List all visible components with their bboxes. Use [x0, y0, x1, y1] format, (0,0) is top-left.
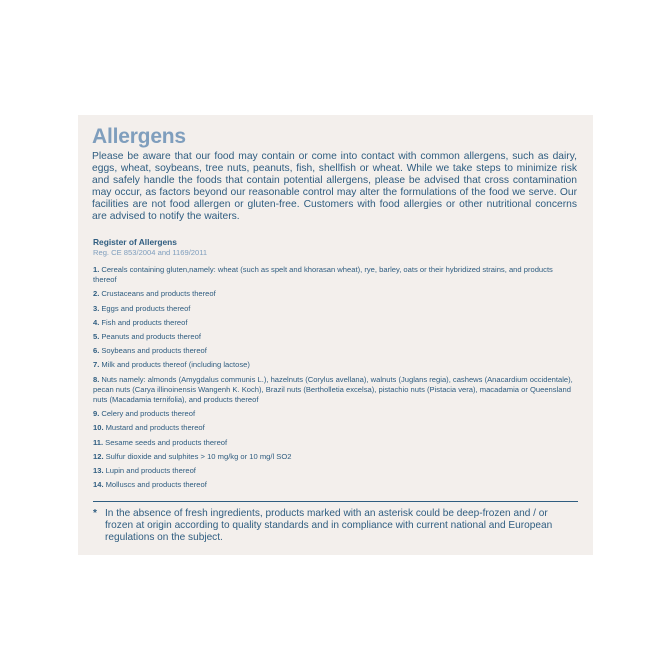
item-text: Lupin and products thereof	[105, 466, 196, 476]
allergen-item	[93, 375, 578, 406]
register-heading: Register of Allergens	[93, 237, 177, 247]
page-title: Allergens	[92, 125, 186, 148]
item-text: Sulfur dioxide and sulphites > 10 mg/kg or 10 mg/l SO2	[105, 451, 292, 461]
item-text: Mustard and products thereof	[105, 423, 205, 433]
item-text: Peanuts and products thereof	[101, 332, 201, 342]
item-text: Celery and products thereof	[101, 409, 196, 419]
allergen-item	[93, 332, 578, 342]
item-text: Crustaceans and products thereof	[101, 289, 216, 299]
item-text: Eggs and products thereof	[101, 303, 191, 313]
item-text: Sesame seeds and products thereof	[105, 437, 228, 447]
allergen-item	[93, 480, 578, 490]
item-number: 5.	[93, 332, 100, 342]
item-number: 13.	[93, 466, 104, 476]
item-text: Fish and products thereof	[101, 317, 188, 327]
item-number: 12.	[93, 451, 104, 461]
item-text: Milk and products thereof (including lactose)	[101, 360, 250, 370]
item-number: 7.	[93, 360, 100, 370]
item-number: 11.	[93, 437, 104, 447]
allergen-list	[93, 265, 578, 494]
allergen-item	[93, 409, 578, 419]
item-number: 2.	[93, 289, 100, 299]
allergens-card	[78, 115, 593, 555]
item-text: Nuts namely: almonds (Amygdalus communis L.), hazelnuts (Corylus avellana), walnuts (Juglans regia), cashews (Anacardium occidentale), pecan nuts (Carya illinoinensis Wangenh K. Koch), Brazil nuts (Bertholletia excelsa), pistachio nuts (Pistacia vera), macadamia or Queensland nuts (Macadamia ternifolia), and products thereof	[93, 374, 573, 405]
allergen-item	[93, 438, 578, 448]
item-number: 8.	[93, 374, 100, 384]
allergen-item	[93, 452, 578, 462]
allergen-item	[93, 466, 578, 476]
item-number: 4.	[93, 317, 100, 327]
item-text: Cereals containing gluten,namely: wheat (such as spelt and khorasan wheat), rye, barley, oats or their hybridized strains, and products thereof	[93, 265, 553, 285]
allergen-item	[93, 318, 578, 328]
allergen-item	[93, 265, 578, 285]
item-number: 9.	[93, 409, 100, 419]
allergen-item	[93, 423, 578, 433]
item-text: Molluscs and products thereof	[105, 480, 207, 490]
intro-paragraph: Please be aware that our food may contain or come into contact with common allergens, such as dairy, eggs, wheat, soybeans, tree nuts, peanuts, fish, shellfish or wheat. While we take steps to minimize risk and safely handle the foods that contain potential allergens, please be advised that cross contamination may occur, as factors beyond our reasonable control may alter the formulations of the food we serve. Our facilities are not food allergen or gluten-free. Customers with food allergies or other nutritional concerns are advised to notify the waiters.	[92, 151, 577, 223]
allergen-item	[93, 289, 578, 299]
allergen-item	[93, 346, 578, 356]
item-number: 3.	[93, 303, 100, 313]
item-text: Soybeans and products thereof	[101, 346, 207, 356]
item-number: 10.	[93, 423, 104, 433]
allergen-item	[93, 360, 578, 370]
item-number: 1.	[93, 265, 100, 274]
asterisk-marker: *	[93, 508, 97, 519]
item-number: 6.	[93, 346, 100, 356]
regulation-reference: Reg. CE 853/2004 and 1169/2011	[93, 248, 208, 257]
divider	[93, 501, 578, 502]
footnote	[93, 508, 578, 545]
footnote-text: In the absence of fresh ingredients, products marked with an asterisk could be deep-frozen and / or frozen at origin according to quality standards and in compliance with current national and European regulations on the subject.	[105, 508, 553, 544]
allergen-item	[93, 304, 578, 314]
item-number: 14.	[93, 480, 104, 490]
